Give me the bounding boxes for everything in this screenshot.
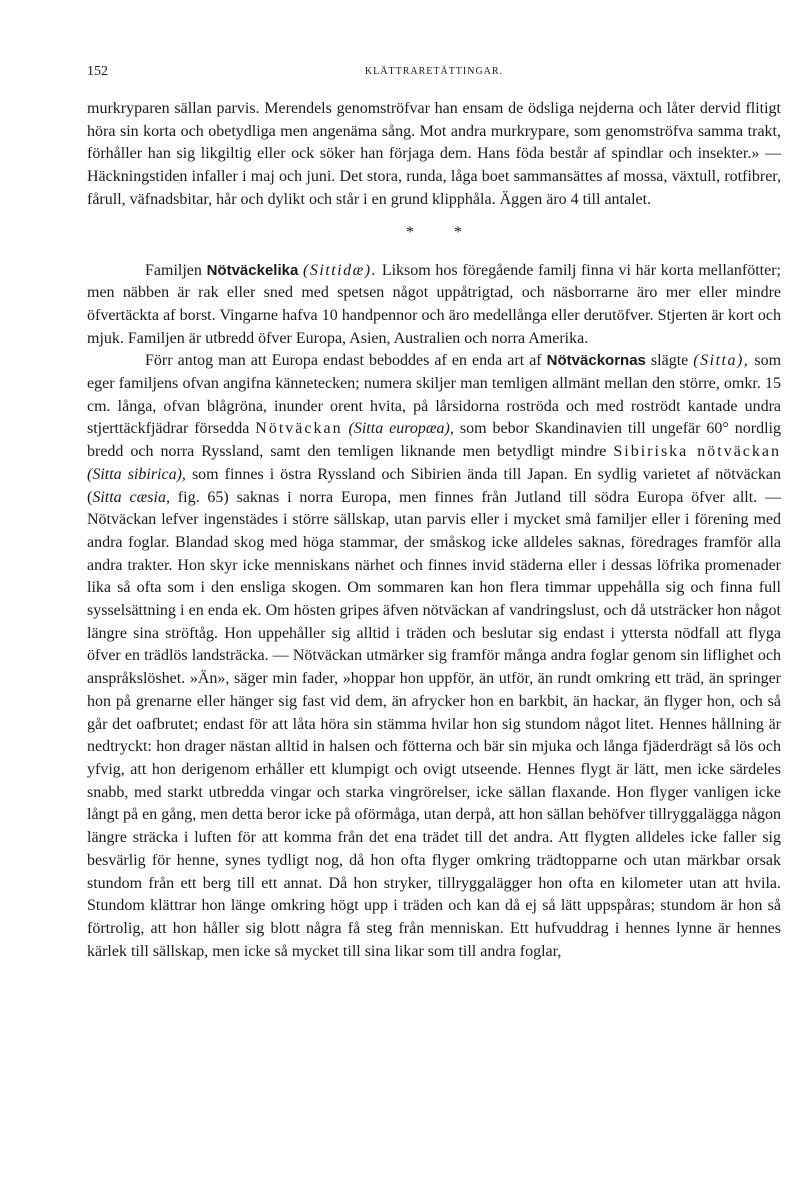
species-latin-sibirica: (Sitta sibirica), xyxy=(87,465,186,483)
page xyxy=(87,64,781,963)
species-latin-europaea: (Sitta europæa), xyxy=(348,420,454,438)
section-separator: * * xyxy=(406,223,480,241)
family-name: Nötväckelika xyxy=(206,261,299,279)
family-latin-name: (Sittidæ). xyxy=(303,261,378,279)
paragraph-3-text-m: som finnes i östra Ryssland och Sibirien ända till Japan. En sydlig varietet af nötväckan ( xyxy=(87,465,781,506)
paragraph-2-text-e: Liksom hos föregående familj finna vi här korta mellanfötter; men näbben är rak eller sned med spetsen något uppåtrigtad, och näsborrarne äro mer eller mindre öfvertäckta af borst. Vingarne hafva 10 handpennor och äro medellånga eller derutöfver. Stjerten är kort och mjuk. Familjen är utbredd öfver Europa, Asien, Australien och norra Amerika. xyxy=(87,261,781,347)
body-text xyxy=(87,98,781,963)
paragraph-2 xyxy=(87,260,781,351)
genus-name: Nötväckornas xyxy=(546,352,646,370)
page-header xyxy=(87,64,781,84)
paragraph-3-text-e: som eger familjens ofvan angifna kännetecken; numera skiljer man temligen allmänt mellan den större, omkr. 15 cm. långa, ofvan blågröna, inunder orent hvita, på lårsidorna roströda och med roströdt kantade undra stjerttäckfjädrar försedda xyxy=(87,352,782,438)
page-number: 152 xyxy=(87,64,108,79)
paragraph-3-text-a: Förr antog man att Europa endast beboddes af en enda art af xyxy=(145,352,547,370)
genus-latin-name: (Sitta), xyxy=(693,352,750,370)
running-head: KLÄTTRARETÄTTINGAR. xyxy=(364,66,504,77)
species-name-notvacka: Nötväckan xyxy=(255,420,343,438)
paragraph-3 xyxy=(87,350,781,963)
paragraph-1: murkryparen sällan parvis. Merendels genomströfvar han ensam de ödsliga nejderna och låter dervid flitigt höra sin korta och obetydliga men angenäma sång. Mot andra murkrypare, som genomströfva samma trakt, förhåller han sig likgiltig eller ock söker han förjaga dem. Hans föda består af spindlar och insekter.» — Häckningstiden infaller i maj och juni. Det stora, runda, låga boet sammansättes af mossa, växtull, rotfibrer, fårull, väfnadsbitar, hår och dylikt och står i en grund klipphåla. Äggen äro 4 till antalet. xyxy=(87,100,781,208)
paragraph-2-text-a: Familjen xyxy=(145,261,207,279)
paragraph-3-text-i: som bebor Skandinavien till ungefär 60° nordlig bredd och norra Ryssland, samt den temligen liknande men betydligt mindre xyxy=(87,420,782,461)
species-latin-caesia: Sitta cæsia, xyxy=(92,488,170,506)
species-name-sibirica: Sibiriska nötväckan xyxy=(613,443,782,461)
paragraph-3-text-c: slägte xyxy=(645,352,694,370)
paragraph-3-text-o: fig. 65) saknas i norra Europa, men finnes från Jutland till södra Europa öfver allt. — Nötväckan lefver ingenstädes i större sällskap, utan parvis eller i mycket små familjer eller i förening med andra foglar. Blandad skog med höga stammar, der småskog icke alldeles saknas, föredrages framför alla andra trakter. Hon skyr icke menniskans närhet och finnes invid städerna eller i dessas löfrika promenader lika så ofta som i den ensliga skogen. Om sommaren kan hon flera timmar uppehålla sig och finna full sysselsättning i en enda ek. Om hösten gripes äfven nötväckan af vandringslust, och då utsträcker hon något längre sina ströftåg. Hon uppehåller sig alltid i träden och beslutar sig endast i yttersta nödfall att flyga öfver en trädlös landsträcka. — Nötväckan utmärker sig framför många andra foglar genom sin liflighet och anspråkslöshet. »Än», säger min fader, »hoppar hon uppför, än utför, än rundt omkring ett träd, än springer hon på grenarne eller hänger sig fast vid dem, än afrycker hon en barkbit, än hackar, än flyger hon, och så går det oafbrutet; endast för att låta höra sin stämma hvilar hon sig stundom något litet. Hennes hållning är nedtryckt: hon drager nästan alltid in halsen och fötterna och bär sin mjuka och långa fjäderdrägt så lös och yfvig, att hon derigenom erhåller ett klumpigt och ovigt utseende. Hennes flygt är lätt, men icke särdeles snabb, med starkt utbredda vingar och starka vingrörelser, icke sällan flaxande. Hon flyger vanligen icke långt på en gång, men detta beror icke på oförmåga, utan derpå, att hon sällan behöfver tillryggalägga någon längre sträcka i luften för att komma från det ena trädet till det andra. Att flygten alldeles icke faller sig besvärlig för henne, synes tydligt nog, då hon ofta flyger omkring trädtopparne och utan märkbar orsak stundom från ett berg till ett annat. Då hon stryker, tillryggalägger hon ofta en kilometer utan att hvila. Stundom klättrar hon länge omkring högt upp i träden och kan då ej så lätt uppspåras; stundom är hon så förtrolig, att hon håller sig blott några få steg från menniskan. Ett hufvuddrag i hennes lynne är hennes kärlek till sällskap, men icke så mycket till sina likar som till andra foglar, xyxy=(87,488,782,960)
